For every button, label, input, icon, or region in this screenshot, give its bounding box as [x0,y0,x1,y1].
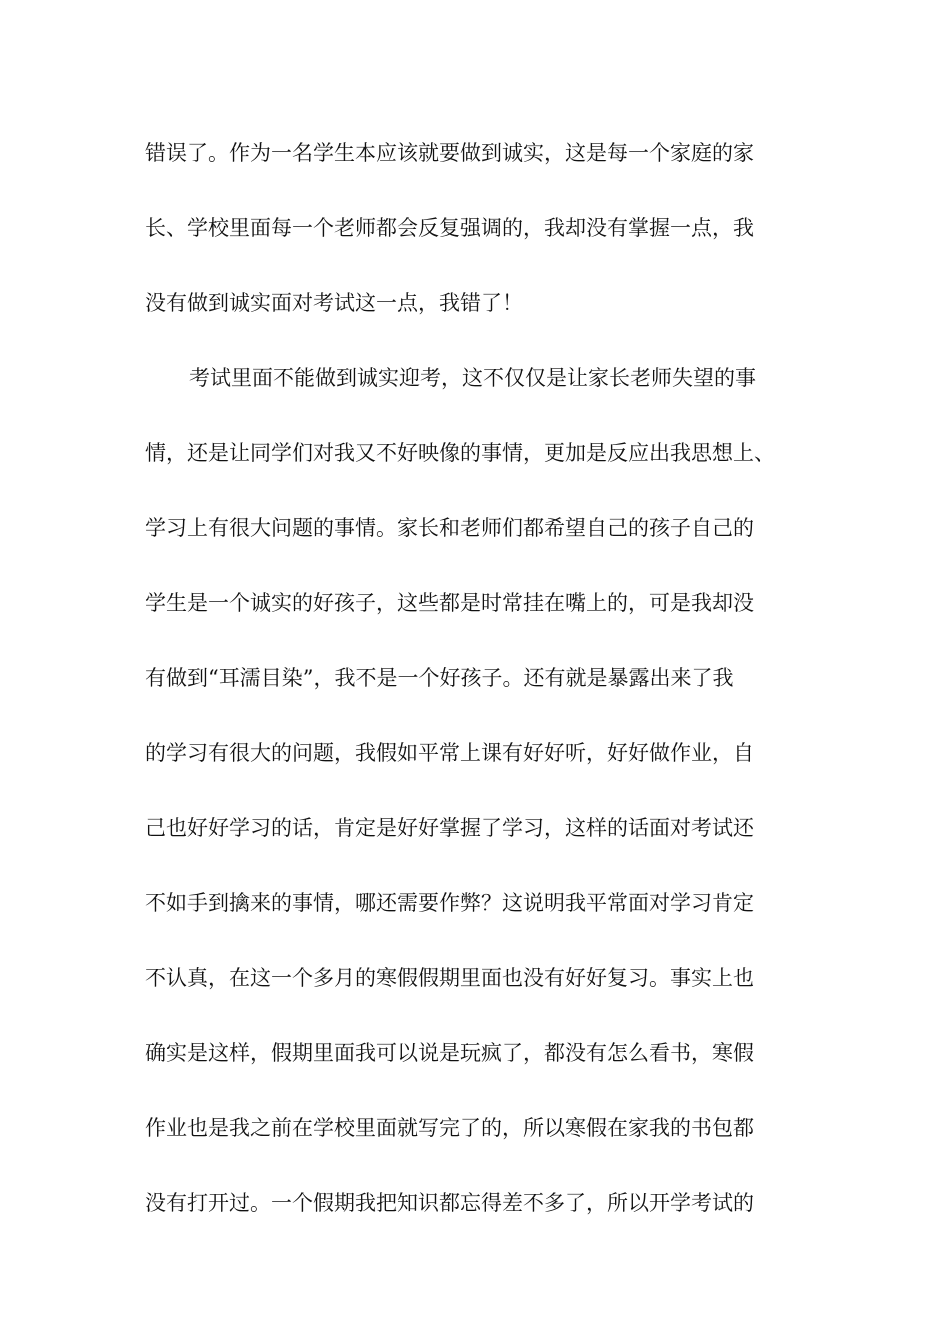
body-text [145,132,825,1257]
text-line: 确实是这样，假期里面我可以说是玩疯了，都没有怎么看书，寒假 [145,1041,754,1065]
text-line: 学习上有很大问题的事情。家长和老师们都希望自己的孩子自己的 [145,516,754,540]
text-line: 错误了。作为一名学生本应该就要做到诚实，这是每一个家庭的家 [145,141,754,165]
text-line: 有做到“耳濡目染”，我不是一个好孩子。还有就是暴露出来了我 [145,666,734,690]
text-line: 己也好好学习的话，肯定是好好掌握了学习，这样的话面对考试还 [145,816,754,840]
text-line: 的学习有很大的问题，我假如平常上课有好好听，好好做作业，自 [145,741,754,765]
text-line: 没有做到诚实面对考试这一点，我错了！ [145,291,523,315]
text-line: 不认真，在这一个多月的寒假假期里面也没有好好复习。事实上也 [145,966,754,990]
text-line: 没有打开过。一个假期我把知识都忘得差不多了，所以开学考试的 [145,1191,754,1215]
text-line: 作业也是我之前在学校里面就写完了的，所以寒假在家我的书包都 [145,1116,754,1140]
text-line: 长、学校里面每一个老师都会反复强调的，我却没有掌握一点，我 [145,216,754,240]
text-line: 不如手到擒来的事情，哪还需要作弊？这说明我平常面对学习肯定 [145,891,754,915]
text-line: 情，还是让同学们对我又不好映像的事情，更加是反应出我思想上、 [145,441,775,465]
text-line: 学生是一个诚实的好孩子，这些都是时常挂在嘴上的，可是我却没 [145,591,754,615]
paragraph-first-line: 考试里面不能做到诚实迎考，这不仅仅是让家长老师失望的事 [189,366,756,390]
